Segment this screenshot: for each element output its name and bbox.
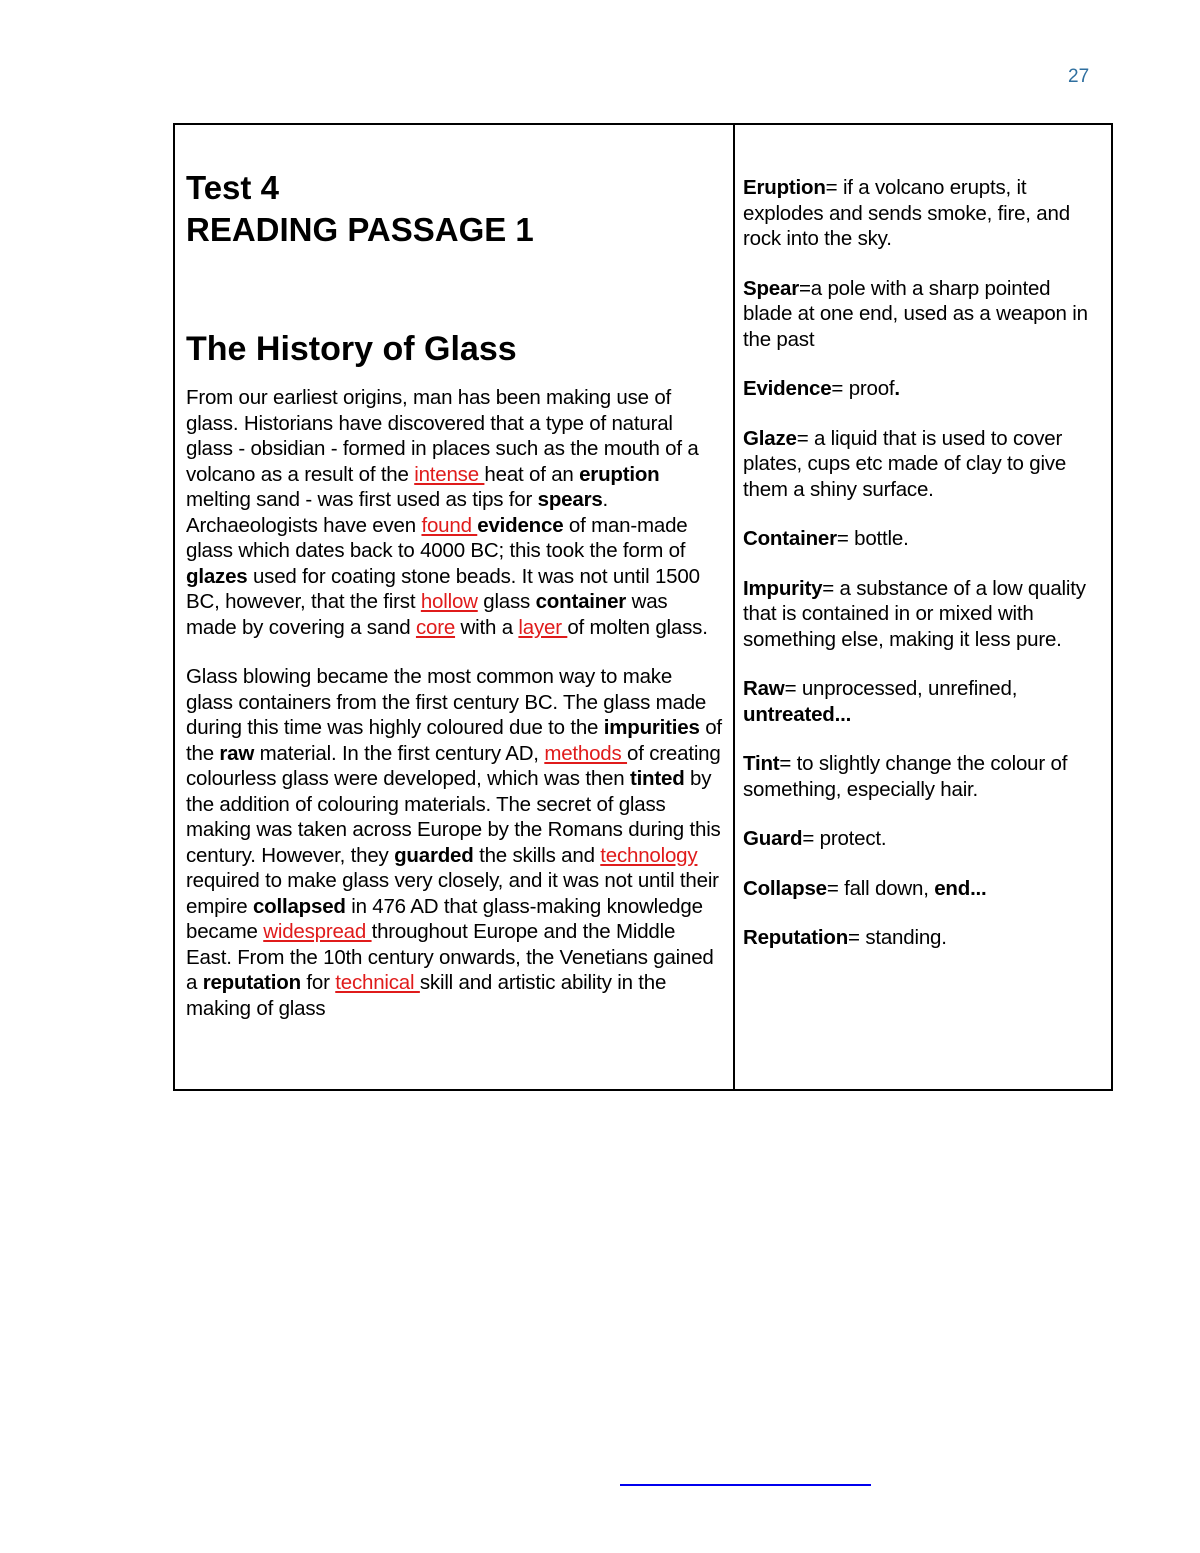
glossary-term: Evidence — [743, 377, 832, 400]
glossary-definition: = unprocessed, unrefined, — [784, 677, 1018, 700]
glossary-guard — [743, 826, 1103, 852]
glossary-term: Raw — [743, 677, 785, 700]
glossary-term: Tint — [743, 752, 780, 775]
text: was made by covering a sand — [186, 590, 668, 639]
page-number: 27 — [1068, 66, 1090, 87]
glossary-definition: = a liquid that is used to cover plates, cups etc made of clay to give them a shiny surface. — [743, 426, 1067, 501]
text: of man-made glass which dates back to 4000 BC; this took the form of — [186, 513, 688, 562]
glossary-container — [743, 526, 1103, 552]
glossary-term: Spear — [743, 276, 799, 300]
glossary-definition: = if a volcano erupts, it explodes and sends smoke, fire, and rock into the sky. — [743, 176, 1070, 250]
glossary-definition: = a substance of a low quality that is contained in or mixed with something else, making it less pure. — [743, 576, 1086, 651]
passage-title: READING PASSAGE 1 — [186, 211, 534, 248]
keyword: raw — [219, 741, 255, 765]
text: From our earliest origins, man has been making use of glass. Historians have discovered that a type of natural glass - obsidian - formed in places such as the mouth of a volcano as a result of the — [186, 386, 699, 486]
glossary-term: Collapse — [743, 876, 827, 900]
text: throughout Europe and the Middle East. From the 10th century onwards, the Venetians gained a — [186, 920, 714, 994]
glossary-definition-tail: untreated... — [743, 702, 852, 726]
text: by the addition of colouring materials. The secret of glass making was taken across Europe by the Romans during this century. However, they — [186, 767, 721, 867]
glossary-column — [735, 125, 1111, 1089]
glossary-definition-tail: . — [894, 377, 900, 400]
text: material. In the first century AD, — [254, 741, 545, 765]
glossary-collapse — [743, 876, 1103, 902]
test-title: Test 4 — [186, 169, 279, 206]
text: glass — [477, 590, 536, 613]
glossary-reputation — [743, 925, 1103, 951]
glossary-eruption — [743, 175, 1103, 252]
keyword: glazes — [186, 564, 248, 588]
glossary-term: Eruption — [743, 176, 826, 199]
text: heat of an — [484, 462, 580, 486]
paragraph-1 — [186, 385, 723, 640]
text: for — [300, 971, 336, 994]
highlight-word: widespread — [263, 920, 372, 943]
glossary-glaze — [743, 426, 1103, 503]
glossary-impurity — [743, 576, 1103, 653]
glossary-definition: = protect. — [802, 827, 887, 850]
text: melting sand - was first used as tips for — [186, 488, 538, 511]
glossary-term: Impurity — [743, 576, 823, 600]
text: of creating colourless glass were developed, which was then — [186, 741, 721, 790]
glossary-definition: =a pole with a sharp pointed blade at one end, used as a weapon in the past — [743, 276, 1088, 351]
glossary-spear — [743, 276, 1103, 353]
text: of the — [186, 716, 722, 765]
text: of molten glass. — [567, 615, 708, 639]
keyword: tinted — [629, 767, 685, 790]
text: in 476 AD that glass-making knowledge became — [186, 894, 703, 943]
text: . Archaeologists have even — [186, 488, 609, 537]
keyword: eruption — [579, 462, 660, 486]
keyword: guarded — [394, 843, 474, 867]
glossary-tint — [743, 751, 1103, 802]
highlight-word: found — [421, 513, 478, 537]
glossary-term: Reputation — [743, 926, 849, 949]
text: skill and artistic ability in the making of glass — [186, 971, 667, 1020]
text: required to make glass very closely, and it was not until their empire — [186, 869, 719, 918]
text: the skills and — [473, 843, 601, 867]
glossary-definition-tail: end... — [934, 876, 987, 900]
glossary-definition: = proof — [831, 377, 895, 400]
highlight-word: layer — [518, 615, 568, 639]
keyword: container — [535, 590, 627, 613]
keyword: reputation — [202, 971, 301, 994]
glossary-raw — [743, 676, 1103, 727]
highlight-word: intense — [414, 462, 485, 486]
glossary-term: Container — [743, 527, 837, 550]
glossary-term: Glaze — [743, 426, 797, 450]
text: used for coating stone beads. It was not until 1500 BC, however, that the first — [186, 564, 700, 613]
glossary-definition: = to slightly change the colour of something, especially hair. — [743, 752, 1068, 801]
passage-column — [175, 125, 735, 1089]
highlight-word: technology — [600, 843, 698, 867]
text: with a — [455, 615, 519, 639]
glossary-definition: = fall down, — [826, 876, 935, 900]
keyword: collapsed — [252, 894, 346, 918]
paragraph-2 — [186, 664, 723, 1021]
highlight-word: hollow — [420, 590, 478, 613]
keyword: spears — [537, 488, 603, 511]
glossary-evidence — [743, 376, 1103, 402]
footer-link-underline[interactable] — [620, 1484, 871, 1486]
keyword: impurities — [603, 716, 700, 739]
highlight-word: technical — [335, 971, 420, 994]
glossary-term: Guard — [743, 827, 803, 850]
glossary-definition: = standing. — [848, 926, 947, 949]
highlight-word: core — [415, 615, 456, 639]
highlight-word: methods — [544, 741, 628, 765]
article-title: The History of Glass — [186, 330, 517, 368]
text: Glass blowing became the most common way to make glass containers from the first century BC. The glass made during this time was highly coloured due to the — [186, 665, 707, 739]
keyword: evidence — [477, 513, 564, 537]
glossary-definition: = bottle. — [836, 527, 909, 550]
passage-table — [173, 123, 1113, 1091]
